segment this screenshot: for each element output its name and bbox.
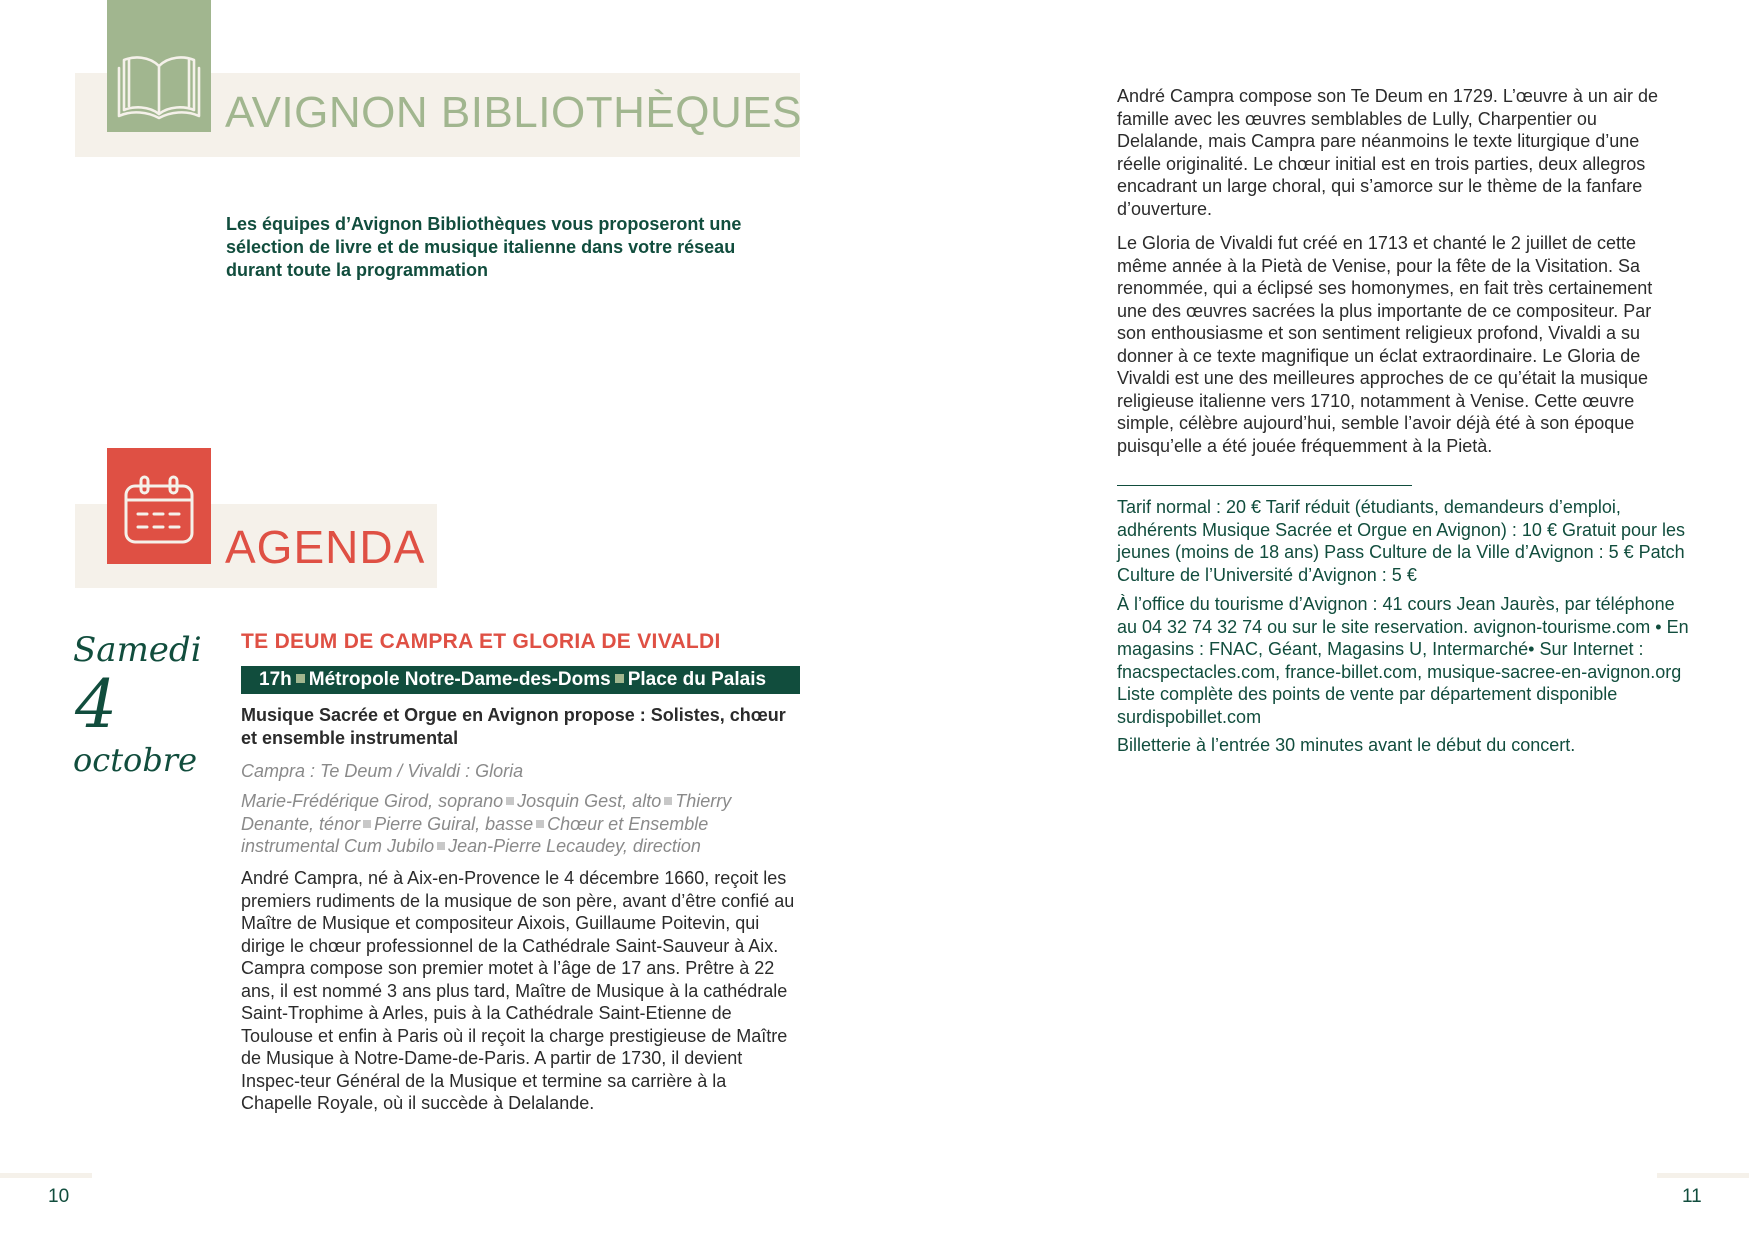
box-office-note: Billetterie à l’entrée 30 minutes avant le début du concert.	[1117, 735, 1576, 755]
square-bullet-icon	[664, 797, 672, 805]
footer-bar-right	[1657, 1173, 1749, 1178]
bibliotheques-title: AVIGNON BIBLIOTHÈQUES	[225, 88, 802, 137]
event-time-venue-bar	[241, 666, 800, 694]
square-bullet-icon	[615, 674, 624, 683]
divider	[1117, 485, 1412, 486]
artist: Thierry Denante, ténor	[241, 791, 732, 834]
date-month: octobre	[73, 741, 198, 779]
square-bullet-icon	[296, 674, 305, 683]
date-number: 4	[75, 666, 117, 743]
te-deum-paragraph: André Campra compose son Te Deum en 1729. L’œuvre à un air de famille avec les œuvres semblables de Lully, Charpentier ou Delalande, mais Campra pare néanmoins le texte liturgique d’une réelle originalité. Le chœur initial est en trois parties, deux allegros encadrant un large choral, qui s’amorce sur le thème de la fanfare d’ouverture.	[1117, 86, 1658, 219]
open-book-icon	[116, 52, 202, 122]
artist: Pierre Guiral, basse	[374, 813, 534, 834]
event-program: Campra : Te Deum / Vivaldi : Gloria	[241, 761, 524, 781]
event-date	[73, 630, 203, 780]
event-organizer: Musique Sacrée et Orgue en Avignon propose : Solistes, chœur et ensemble instrumental	[241, 705, 786, 748]
square-bullet-icon	[536, 820, 544, 828]
event-artists	[241, 790, 801, 858]
event-title: TE DEUM DE CAMPRA ET GLORIA DE VIVALDI	[241, 630, 721, 653]
artist: Marie-Frédérique Girod, soprano	[241, 791, 504, 811]
footer-bar-left	[0, 1173, 92, 1178]
event-description: André Campra, né à Aix-en-Provence le 4 décembre 1660, reçoit les premiers rudiments de la musique de son père, avant d’être confié au Maître de Musique et compositeur Aixois, Guillaume Poitevin, qui dirige le chœur professionnel de la Cathédrale Saint-Sauveur à Aix. Campra compose son premier motet à l’âge de 17 ans. Prêtre à 22 ans, il est nommé 3 ans plus tard, Maître de Musique à la cathédrale Saint-Trophime à Arles, puis à la Cathédrale Saint-Etienne de Toulouse et enfin à Paris où il reçoit la charge prestigieuse de Maître de Musique à Notre-Dame-de-Paris. A partir de 1730, il devient Inspec-teur Général de la Musique et termine sa carrière à la Chapelle Royale, où il succède à Delalande.	[241, 868, 795, 1113]
artist: Chœur et Ensemble instrumental Cum Jubilo	[241, 813, 709, 856]
bibliotheques-intro: Les équipes d’Avignon Bibliothèques vous proposeront une sélection de livre et de musique italienne dans votre réseau durant toute la programmation	[226, 214, 742, 280]
gloria-paragraph: Le Gloria de Vivaldi fut créé en 1713 et chanté le 2 juillet de cette même année à la Pietà de Venise, pour la fête de la Visitation. Sa renommée, qui a éclipsé ses homonymes, en fait très certainement une des œuvres sacrées la plus importante de ce compositeur. Par son enthousiasme et son sentiment religieux profond, Vivaldi a su donner à ce texte magnifique un éclat extraordinaire. Le Gloria de Vivaldi est une des meilleures approches de ce qu’était la musique religieuse italienne vers 1710, notamment à Venise. Cette œuvre simple, célèbre aujourd’hui, semble l’avoir déjà été à son époque puisqu’elle a été jouée fréquemment à la Pietà.	[1117, 233, 1653, 456]
calendar-icon	[123, 474, 195, 544]
artist: Jean-Pierre Lecaudey, direction	[448, 836, 701, 856]
square-bullet-icon	[363, 820, 371, 828]
pricing-info: Tarif normal : 20 € Tarif réduit (étudiants, demandeurs d’emploi, adhérents Musique Sacrée et Orgue en Avignon) : 10 € Gratuit pour les jeunes (moins de 18 ans) Pass Culture de la Ville d’Avignon : 5 € Patch Culture de l’Université d’Avignon : 5 €	[1117, 497, 1686, 585]
page-number-left: 10	[48, 1186, 70, 1207]
ticket-outlets: À l’office du tourisme d’Avignon : 41 cours Jean Jaurès, par téléphone au 04 32 74 32 74 ou sur le site reservation. avignon-tourisme.com • En magasins : FNAC, Géant, Magasins U, Intermarché• Sur Internet : fnacspectacles.com, france-billet.com, musique-sacree-en-avignon.org Liste complète des points de vente par département disponible surdispobillet.com	[1117, 594, 1689, 727]
date-day: Samedi	[73, 630, 202, 670]
bibliotheques-icon-tile	[107, 0, 211, 132]
square-bullet-icon	[437, 842, 445, 850]
artist: Josquin Gest, alto	[517, 791, 662, 811]
agenda-icon-tile	[107, 448, 211, 564]
agenda-title: AGENDA	[225, 521, 426, 573]
page-number-right: 11	[1682, 1186, 1702, 1207]
event-time: 17h	[259, 669, 292, 690]
event-place: Place du Palais	[627, 669, 767, 690]
event-venue: Métropole Notre-Dame-des-Doms	[308, 669, 611, 690]
square-bullet-icon	[506, 797, 514, 805]
